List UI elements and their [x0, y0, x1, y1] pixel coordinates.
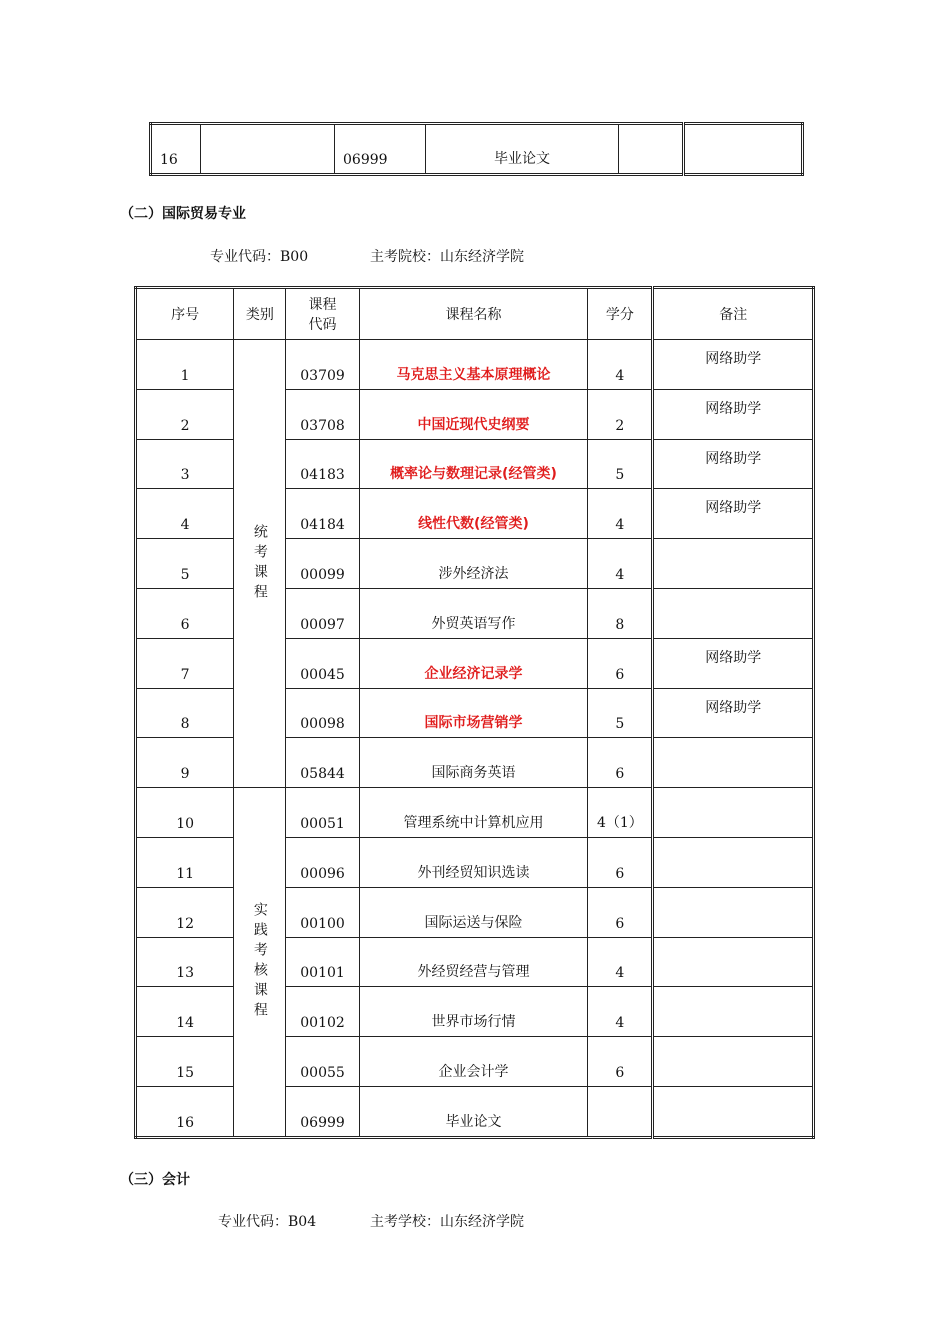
cell-no: 4	[136, 489, 234, 539]
cell-no: 3	[136, 439, 234, 489]
cell-code: 04184	[286, 489, 359, 539]
cell-course-name: 管理系统中计算机应用	[359, 788, 588, 838]
cell-course-name: 中国近现代史纲要	[359, 389, 588, 439]
cell-credit	[588, 1086, 653, 1137]
cell-no: 5	[136, 539, 234, 589]
cell-code: 00055	[286, 1037, 359, 1087]
cell-name: 毕业论文	[426, 124, 619, 175]
cell-no: 6	[136, 588, 234, 638]
cell-credit: 6	[588, 638, 653, 688]
cell-note	[653, 788, 814, 838]
cell-course-name: 概率论与数理记录(经管类)	[359, 439, 588, 489]
header-code: 课程 代码	[286, 288, 359, 340]
cell-course-name: 国际商务英语	[359, 738, 588, 788]
cell-no: 15	[136, 1037, 234, 1087]
cell-code: 06999	[286, 1086, 359, 1137]
cell-credit: 4	[588, 489, 653, 539]
section-title: （二）国际贸易专业	[120, 206, 246, 222]
table-body	[136, 340, 814, 1138]
cell-note: 网络助学	[653, 340, 814, 390]
cell-note	[653, 738, 814, 788]
cell-no: 1	[136, 340, 234, 390]
cell-note: 网络助学	[653, 389, 814, 439]
cell-credit: 2	[588, 389, 653, 439]
cell-note	[653, 1037, 814, 1087]
cell-credit: 5	[588, 688, 653, 738]
cell-code: 00099	[286, 539, 359, 589]
cell-course-name: 企业经济记录学	[359, 638, 588, 688]
cell-no: 13	[136, 937, 234, 987]
previous-table-fragment	[149, 122, 804, 176]
cell-credit: 5	[588, 439, 653, 489]
cell-no: 16	[151, 124, 201, 175]
cell-course-name: 外刊经贸知识选读	[359, 837, 588, 887]
header-name: 课程名称	[359, 288, 588, 340]
cell-no: 2	[136, 389, 234, 439]
category-practice-exam: 实践考核课程	[234, 788, 286, 1138]
header-credit: 学分	[588, 288, 653, 340]
major-code: 专业代码：B00	[210, 249, 309, 265]
cell-code: 00051	[286, 788, 359, 838]
cell-credit: 4	[588, 937, 653, 987]
course-table	[134, 286, 815, 1139]
cell-course-name: 国际市场营销学	[359, 688, 588, 738]
cell-no: 12	[136, 887, 234, 937]
cell-note: 网络助学	[653, 688, 814, 738]
cell-code: 00096	[286, 837, 359, 887]
cell-credit: 8	[588, 588, 653, 638]
cell-course-name: 线性代数(经管类)	[359, 489, 588, 539]
cell-code: 00045	[286, 638, 359, 688]
cell-code: 00097	[286, 588, 359, 638]
cell-credit: 6	[588, 837, 653, 887]
exam-school-2: 主考学校：山东经济学院	[370, 1214, 524, 1230]
header-category: 类别	[234, 288, 286, 340]
exam-school: 主考院校：山东经济学院	[370, 249, 524, 265]
cell-course-name: 涉外经济法	[359, 539, 588, 589]
cell-no: 10	[136, 788, 234, 838]
cell-course-name: 企业会计学	[359, 1037, 588, 1087]
cell-credit	[619, 124, 684, 175]
header-note: 备注	[653, 288, 814, 340]
cell-no: 7	[136, 638, 234, 688]
cell-credit: 6	[588, 1037, 653, 1087]
cell-code: 00101	[286, 937, 359, 987]
category-unified-exam: 统考课程	[234, 340, 286, 788]
cell-no: 11	[136, 837, 234, 887]
table-row	[136, 340, 814, 390]
cell-no: 9	[136, 738, 234, 788]
cell-code: 04183	[286, 439, 359, 489]
cell-credit: 4（1）	[588, 788, 653, 838]
cell-code: 06999	[335, 124, 426, 175]
table-row	[136, 788, 814, 838]
table-header-row	[136, 288, 814, 340]
cell-note	[653, 539, 814, 589]
cell-credit: 4	[588, 539, 653, 589]
cell-note	[653, 937, 814, 987]
cell-note: 网络助学	[653, 439, 814, 489]
cell-credit: 6	[588, 738, 653, 788]
cell-course-name: 外贸英语写作	[359, 588, 588, 638]
cell-no: 16	[136, 1086, 234, 1137]
cell-course-name: 毕业论文	[359, 1086, 588, 1137]
cell-note	[653, 887, 814, 937]
cell-note	[684, 124, 803, 175]
cell-code: 00102	[286, 987, 359, 1037]
cell-credit: 4	[588, 987, 653, 1037]
cell-note	[653, 588, 814, 638]
cell-code: 00098	[286, 688, 359, 738]
cell-credit: 4	[588, 340, 653, 390]
cell-code: 05844	[286, 738, 359, 788]
cell-note	[653, 1086, 814, 1137]
cell-code: 03709	[286, 340, 359, 390]
header-no: 序号	[136, 288, 234, 340]
major-code-2: 专业代码：B04	[218, 1214, 317, 1230]
cell-no: 8	[136, 688, 234, 738]
cell-code: 00100	[286, 887, 359, 937]
section-title-2: （三）会计	[120, 1172, 190, 1188]
cell-note: 网络助学	[653, 489, 814, 539]
cell-note: 网络助学	[653, 638, 814, 688]
cell-category	[201, 124, 335, 175]
cell-credit: 6	[588, 887, 653, 937]
cell-course-name: 国际运送与保险	[359, 887, 588, 937]
cell-course-name: 马克思主义基本原理概论	[359, 340, 588, 390]
cell-note	[653, 987, 814, 1037]
cell-note	[653, 837, 814, 887]
cell-course-name: 世界市场行情	[359, 987, 588, 1037]
cell-no: 14	[136, 987, 234, 1037]
table-row	[151, 124, 803, 175]
cell-course-name: 外经贸经营与管理	[359, 937, 588, 987]
cell-code: 03708	[286, 389, 359, 439]
